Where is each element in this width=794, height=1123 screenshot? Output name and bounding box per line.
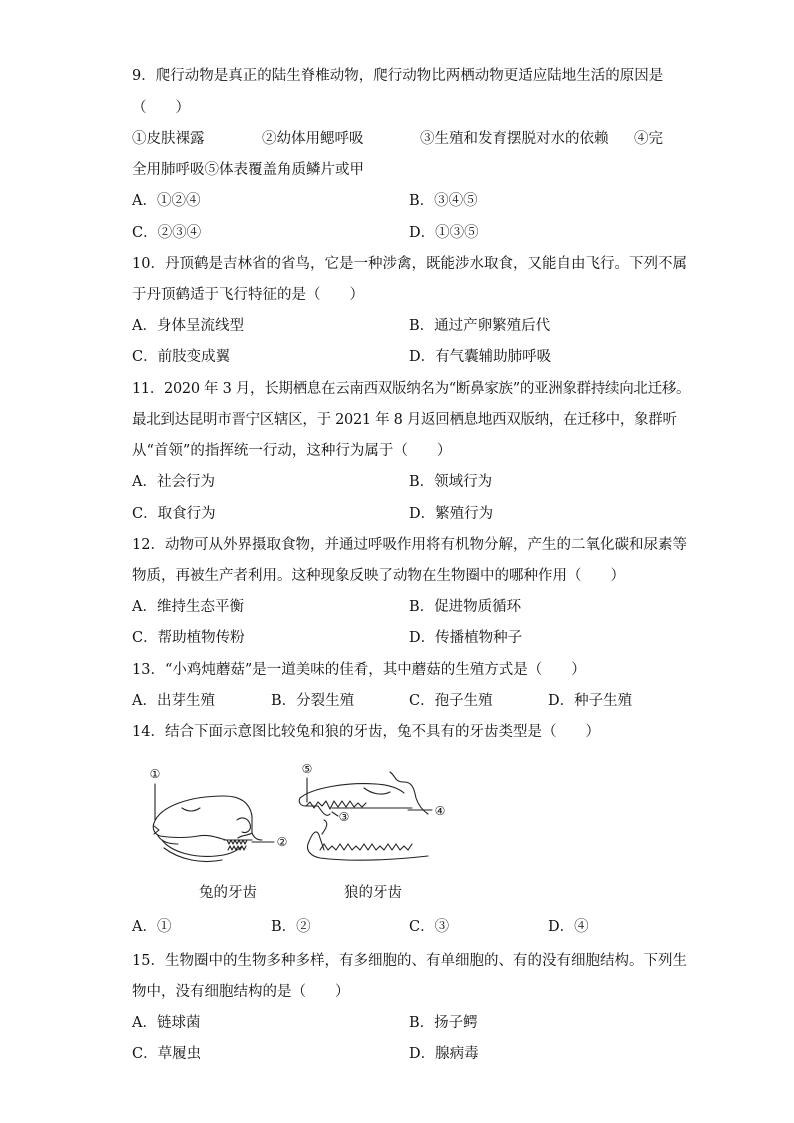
q9-stem-line2: （ ） — [132, 100, 190, 116]
q9-option-c[interactable]: C．②③④ — [132, 225, 202, 241]
label-4: ④ — [434, 804, 446, 818]
q9-option-a[interactable]: A．①②④ — [132, 193, 201, 209]
q11-stem-line3: 从“首领”的指挥统一行动，这种行为属于（ ） — [132, 443, 452, 459]
q9-item-2: ②幼体用鳃呼吸 — [262, 131, 364, 147]
label-2: ② — [276, 835, 288, 849]
q13-option-a[interactable]: A．出芽生殖 — [132, 693, 215, 709]
q14-option-b[interactable]: B．② — [271, 919, 311, 935]
q13-stem-line1: 13．“小鸡炖蘑菇”是一道美味的佳肴，其中蘑菇的生殖方式是（ ） — [132, 662, 586, 678]
q9-stem-line1: 9．爬行动物是真正的陆生脊椎动物，爬行动物比两栖动物更适应陆地生活的原因是 — [132, 68, 664, 84]
q12-option-d[interactable]: D．传播植物种子 — [409, 630, 523, 646]
q11-option-c[interactable]: C．取食行为 — [132, 506, 216, 522]
q15-option-b[interactable]: B．扬子鳄 — [409, 1015, 478, 1031]
q15-option-d[interactable]: D．腺病毒 — [409, 1046, 479, 1062]
wolf-teeth-caption: 狼的牙齿 — [344, 885, 402, 901]
q10-option-c[interactable]: C．前肢变成翼 — [132, 349, 231, 365]
q14-option-a[interactable]: A．① — [132, 919, 172, 935]
teeth-diagram-figure — [132, 758, 462, 908]
q11-stem-line2: 最北到达昆明市晋宁区辖区，于 2021 年 8 月返回栖息地西双版纳，在迁移中，象群听 — [132, 412, 677, 428]
q14-option-c[interactable]: C．③ — [409, 919, 450, 935]
q12-stem-line1: 12．动物可从外界摄取食物，并通过呼吸作用将有机物分解，产生的二氧化碳和尿素等 — [132, 537, 687, 553]
label-3: ③ — [338, 810, 350, 824]
q13-option-d[interactable]: D．种子生殖 — [548, 693, 633, 709]
q9-item-line2: 全用肺呼吸⑤体表覆盖角质鳞片或甲 — [132, 162, 364, 178]
q15-option-c[interactable]: C．草履虫 — [132, 1046, 202, 1062]
q11-stem-line1: 11．2020 年 3 月，长期栖息在云南西双版纳名为“断鼻家族”的亚洲象群持续向北迁移。 — [132, 381, 691, 397]
q10-option-a[interactable]: A．身体呈流线型 — [132, 318, 244, 334]
q13-option-c[interactable]: C．孢子生殖 — [409, 693, 493, 709]
q12-stem-line2: 物质，再被生产者利用。这种现象反映了动物在生物圈中的哪种作用（ ） — [132, 568, 625, 584]
q12-option-c[interactable]: C．帮助植物传粉 — [132, 630, 245, 646]
q14-stem-line1: 14．结合下面示意图比较兔和狼的牙齿，兔不具有的牙齿类型是（ ） — [132, 724, 600, 740]
rabbit-skull-drawing — [153, 784, 274, 862]
wolf-skull-drawing — [299, 772, 432, 860]
q11-option-a[interactable]: A．社会行为 — [132, 474, 215, 490]
q10-option-b[interactable]: B．通过产卵繁殖后代 — [409, 318, 551, 334]
q10-stem-line1: 10．丹顶鹤是吉林省的省鸟，它是一种涉禽，既能涉水取食，又能自由飞行。下列不属 — [132, 256, 687, 272]
q9-option-d[interactable]: D．①③⑤ — [409, 225, 479, 241]
q15-stem-line2: 物中，没有细胞结构的是（ ） — [132, 984, 350, 1000]
q12-option-b[interactable]: B．促进物质循环 — [409, 599, 522, 615]
q9-item-4: ④完 — [634, 131, 663, 147]
q15-stem-line1: 15．生物圈中的生物多种多样，有多细胞的、有单细胞的、有的没有细胞结构。下列生 — [132, 953, 687, 969]
q9-option-b[interactable]: B．③④⑤ — [409, 193, 478, 209]
label-5: ⑤ — [301, 762, 313, 776]
q10-stem-line2: 于丹顶鹤适于飞行特征的是（ ） — [132, 287, 364, 303]
label-1: ① — [149, 767, 161, 781]
q9-item-3: ③生殖和发育摆脱对水的依赖 — [420, 131, 609, 147]
q13-option-b[interactable]: B．分裂生殖 — [271, 693, 355, 709]
q11-option-d[interactable]: D．繁殖行为 — [409, 506, 494, 522]
q9-item-1: ①皮肤裸露 — [132, 131, 205, 147]
q15-option-a[interactable]: A．链球菌 — [132, 1015, 201, 1031]
q11-option-b[interactable]: B．领域行为 — [409, 474, 493, 490]
q14-option-d[interactable]: D．④ — [548, 919, 589, 935]
rabbit-teeth-caption: 兔的牙齿 — [199, 885, 257, 901]
q10-option-d[interactable]: D．有气囊辅助肺呼吸 — [409, 349, 552, 365]
q12-option-a[interactable]: A．维持生态平衡 — [132, 599, 244, 615]
